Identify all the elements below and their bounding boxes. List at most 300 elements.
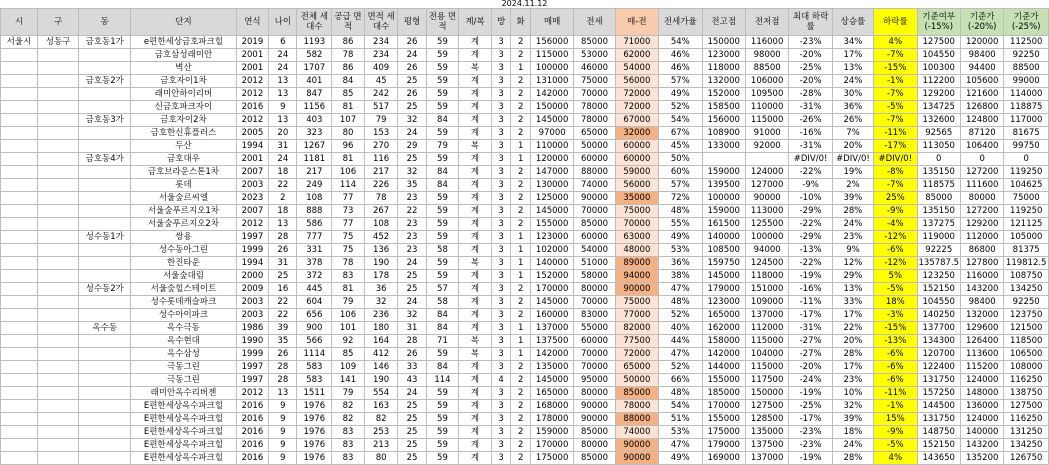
cell-gu[interactable]: [37, 374, 78, 387]
cell-drop-rate[interactable]: -5%: [874, 283, 917, 296]
cell-jeonse-ratio[interactable]: 47%: [659, 439, 702, 452]
cell-base-25[interactable]: 105000: [1004, 231, 1049, 244]
cell-area-units[interactable]: 116: [364, 153, 398, 166]
cell-gu[interactable]: [37, 387, 78, 400]
cell-rooms[interactable]: 3: [491, 439, 511, 452]
cell-rise-rate[interactable]: 23%: [832, 231, 873, 244]
cell-sale-minus-jeonse[interactable]: 54000: [615, 62, 658, 75]
cell-max-drop-rate[interactable]: -19%: [789, 270, 832, 283]
cell-rooms[interactable]: 3: [491, 244, 511, 257]
cell-built-year[interactable]: 1994: [236, 257, 269, 270]
cell-total-units[interactable]: 1707: [297, 62, 332, 75]
cell-dong[interactable]: 금호동3가: [79, 114, 131, 127]
cell-pyeong[interactable]: 22: [398, 205, 426, 218]
cell-trough-price[interactable]: 109000: [745, 296, 788, 309]
cell-built-year[interactable]: 2023: [236, 192, 269, 205]
cell-area-units[interactable]: 226: [364, 179, 398, 192]
cell-city[interactable]: [1, 218, 38, 231]
cell-total-units[interactable]: 217: [297, 166, 332, 179]
cell-city[interactable]: [1, 322, 38, 335]
cell-drop-rate[interactable]: #DIV/0!: [874, 153, 917, 166]
cell-rooms[interactable]: 3: [491, 36, 511, 49]
cell-drop-rate[interactable]: -12%: [874, 231, 917, 244]
cell-sale-price[interactable]: 125000: [530, 192, 573, 205]
cell-trough-price[interactable]: 115000: [745, 361, 788, 374]
cell-base-15[interactable]: 131750: [917, 413, 960, 426]
cell-base-15[interactable]: 120700: [917, 348, 960, 361]
cell-drop-rate[interactable]: -13%: [874, 335, 917, 348]
cell-built-year[interactable]: 2012: [236, 88, 269, 101]
cell-peak-price[interactable]: 170000: [702, 400, 745, 413]
cell-drop-rate[interactable]: -5%: [874, 101, 917, 114]
cell-base-15[interactable]: 157250: [917, 387, 960, 400]
cell-complex[interactable]: E편한세상옥수파크힐: [131, 426, 236, 439]
cell-supply-area[interactable]: 92: [332, 335, 365, 348]
cell-sale-price[interactable]: 120000: [530, 153, 573, 166]
cell-base-20[interactable]: 106400: [960, 140, 1003, 153]
cell-dong[interactable]: [79, 192, 131, 205]
cell-base-25[interactable]: 112500: [1004, 36, 1049, 49]
cell-sale-minus-jeonse[interactable]: 72000: [615, 101, 658, 114]
cell-city[interactable]: [1, 88, 38, 101]
cell-base-20[interactable]: 148000: [960, 387, 1003, 400]
cell-age[interactable]: 13: [269, 218, 297, 231]
cell-type[interactable]: 복: [459, 140, 492, 153]
cell-complex[interactable]: 금호브라운스톤1차: [131, 166, 236, 179]
cell-rise-rate[interactable]: 28%: [832, 205, 873, 218]
cell-pyeong[interactable]: 25: [398, 400, 426, 413]
cell-jeonse-ratio[interactable]: 38%: [659, 270, 702, 283]
cell-city[interactable]: [1, 192, 38, 205]
cell-sale-minus-jeonse[interactable]: 90000: [615, 283, 658, 296]
cell-max-drop-rate[interactable]: -29%: [789, 231, 832, 244]
cell-age[interactable]: 13: [269, 387, 297, 400]
cell-built-year[interactable]: 2003: [236, 296, 269, 309]
cell-built-year[interactable]: 2005: [236, 127, 269, 140]
cell-max-drop-rate[interactable]: -24%: [789, 374, 832, 387]
cell-max-drop-rate[interactable]: -20%: [789, 49, 832, 62]
cell-peak-price[interactable]: 185000: [702, 387, 745, 400]
cell-sale-minus-jeonse[interactable]: 35000: [615, 192, 658, 205]
cell-drop-rate[interactable]: -8%: [874, 166, 917, 179]
cell-jeonse-price[interactable]: 53000: [574, 49, 615, 62]
cell-base-25[interactable]: 123750: [1004, 309, 1049, 322]
cell-supply-area[interactable]: 75: [332, 244, 365, 257]
cell-supply-area[interactable]: 107: [332, 114, 365, 127]
cell-rooms[interactable]: 3: [491, 49, 511, 62]
cell-dong[interactable]: [79, 166, 131, 179]
cell-baths[interactable]: 2: [511, 75, 531, 88]
cell-jeonse-ratio[interactable]: 47%: [659, 348, 702, 361]
cell-area-units[interactable]: 412: [364, 348, 398, 361]
cell-complex[interactable]: E편한세상옥수파크힐: [131, 439, 236, 452]
cell-max-drop-rate[interactable]: -11%: [789, 296, 832, 309]
cell-sale-price[interactable]: 145000: [530, 205, 573, 218]
cell-supply-area[interactable]: 85: [332, 88, 365, 101]
cell-built-year[interactable]: 2003: [236, 309, 269, 322]
cell-jeonse-ratio[interactable]: 52%: [659, 309, 702, 322]
cell-sale-price[interactable]: 110000: [530, 140, 573, 153]
header-baths[interactable]: 화: [511, 9, 531, 36]
cell-jeonse-ratio[interactable]: 48%: [659, 387, 702, 400]
cell-sale-minus-jeonse[interactable]: 59000: [615, 166, 658, 179]
cell-peak-price[interactable]: 142000: [702, 348, 745, 361]
cell-complex[interactable]: 성수롯데캐슬파크: [131, 296, 236, 309]
cell-max-drop-rate[interactable]: -27%: [789, 348, 832, 361]
cell-sale-minus-jeonse[interactable]: 65000: [615, 361, 658, 374]
cell-baths[interactable]: 2: [511, 439, 531, 452]
cell-pyeong[interactable]: 24: [398, 387, 426, 400]
cell-drop-rate[interactable]: -4%: [874, 218, 917, 231]
cell-sale-price[interactable]: 160000: [530, 309, 573, 322]
cell-base-20[interactable]: 124000: [960, 413, 1003, 426]
cell-rooms[interactable]: 3: [491, 348, 511, 361]
cell-baths[interactable]: 2: [511, 88, 531, 101]
cell-city[interactable]: [1, 205, 38, 218]
cell-complex[interactable]: 서울숲푸르지오1차: [131, 205, 236, 218]
cell-dong[interactable]: [79, 348, 131, 361]
cell-dong[interactable]: 금호동2가: [79, 75, 131, 88]
cell-trough-price[interactable]: 115000: [745, 114, 788, 127]
cell-drop-rate[interactable]: -9%: [874, 426, 917, 439]
cell-jeonse-ratio[interactable]: 53%: [659, 244, 702, 257]
cell-base-25[interactable]: 81675: [1004, 127, 1049, 140]
cell-area-units[interactable]: 79: [364, 114, 398, 127]
cell-sale-minus-jeonse[interactable]: 50000: [615, 374, 658, 387]
cell-drop-rate[interactable]: -6%: [874, 348, 917, 361]
cell-base-20[interactable]: 127200: [960, 166, 1003, 179]
cell-jeonse-ratio[interactable]: 57%: [659, 75, 702, 88]
cell-max-drop-rate[interactable]: -9%: [789, 179, 832, 192]
cell-trough-price[interactable]: 90000: [745, 192, 788, 205]
cell-jeonse-price[interactable]: 46000: [574, 62, 615, 75]
cell-area-units[interactable]: 253: [364, 426, 398, 439]
cell-trough-price[interactable]: 110000: [745, 101, 788, 114]
cell-complex[interactable]: 옥수삼성: [131, 348, 236, 361]
cell-total-units[interactable]: 378: [297, 257, 332, 270]
cell-peak-price[interactable]: 150000: [702, 36, 745, 49]
cell-base-15[interactable]: 137275: [917, 218, 960, 231]
cell-dong[interactable]: [79, 205, 131, 218]
cell-dong[interactable]: [79, 127, 131, 140]
cell-dong[interactable]: [79, 426, 131, 439]
cell-age[interactable]: 18: [269, 166, 297, 179]
cell-built-year[interactable]: 1997: [236, 361, 269, 374]
cell-base-15[interactable]: 134300: [917, 335, 960, 348]
cell-baths[interactable]: 1: [511, 153, 531, 166]
cell-pyeong[interactable]: 25: [398, 452, 426, 465]
cell-dong[interactable]: [79, 179, 131, 192]
cell-max-drop-rate[interactable]: #DIV/0!: [789, 153, 832, 166]
cell-jeonse-price[interactable]: 80000: [574, 283, 615, 296]
cell-pyeong[interactable]: 24: [398, 296, 426, 309]
header-type[interactable]: 계/복: [459, 9, 492, 36]
cell-supply-area[interactable]: 82: [332, 400, 365, 413]
cell-baths[interactable]: 2: [511, 127, 531, 140]
cell-exclusive-area[interactable]: 59: [426, 257, 459, 270]
cell-baths[interactable]: 2: [511, 205, 531, 218]
cell-complex[interactable]: 벽산: [131, 62, 236, 75]
cell-rise-rate[interactable]: 39%: [832, 192, 873, 205]
cell-base-25[interactable]: 138750: [1004, 387, 1049, 400]
cell-dong[interactable]: [79, 270, 131, 283]
cell-drop-rate[interactable]: 15%: [874, 413, 917, 426]
cell-type[interactable]: 계: [459, 36, 492, 49]
cell-sale-minus-jeonse[interactable]: 90000: [615, 439, 658, 452]
cell-sale-minus-jeonse[interactable]: 56000: [615, 75, 658, 88]
cell-built-year[interactable]: 2016: [236, 439, 269, 452]
cell-sale-price[interactable]: 178000: [530, 413, 573, 426]
cell-sale-minus-jeonse[interactable]: 75000: [615, 296, 658, 309]
cell-exclusive-area[interactable]: 59: [426, 387, 459, 400]
cell-jeonse-price[interactable]: 83000: [574, 309, 615, 322]
cell-supply-area[interactable]: 73: [332, 205, 365, 218]
cell-total-units[interactable]: 583: [297, 361, 332, 374]
cell-built-year[interactable]: 2001: [236, 49, 269, 62]
cell-built-year[interactable]: 2003: [236, 179, 269, 192]
cell-jeonse-ratio[interactable]: 54%: [659, 114, 702, 127]
cell-age[interactable]: 13: [269, 88, 297, 101]
cell-city[interactable]: [1, 179, 38, 192]
cell-total-units[interactable]: 323: [297, 127, 332, 140]
cell-base-25[interactable]: 104625: [1004, 179, 1049, 192]
cell-baths[interactable]: 1: [511, 270, 531, 283]
cell-complex[interactable]: 극동그린: [131, 374, 236, 387]
cell-jeonse-ratio[interactable]: 48%: [659, 205, 702, 218]
cell-total-units[interactable]: 1511: [297, 387, 332, 400]
cell-baths[interactable]: 2: [511, 361, 531, 374]
cell-peak-price[interactable]: 123000: [702, 296, 745, 309]
cell-sale-minus-jeonse[interactable]: 70000: [615, 218, 658, 231]
cell-sale-price[interactable]: 155000: [530, 218, 573, 231]
cell-sale-price[interactable]: 170000: [530, 283, 573, 296]
cell-trough-price[interactable]: 125500: [745, 218, 788, 231]
cell-max-drop-rate[interactable]: -27%: [789, 335, 832, 348]
cell-peak-price[interactable]: 159000: [702, 205, 745, 218]
cell-peak-price[interactable]: 152000: [702, 88, 745, 101]
cell-trough-price[interactable]: 135000: [745, 426, 788, 439]
cell-base-20[interactable]: 113600: [960, 348, 1003, 361]
cell-type[interactable]: 계: [459, 127, 492, 140]
cell-dong[interactable]: [79, 413, 131, 426]
cell-base-20[interactable]: 129600: [960, 322, 1003, 335]
cell-rooms[interactable]: 3: [491, 166, 511, 179]
cell-trough-price[interactable]: [745, 153, 788, 166]
cell-rise-rate[interactable]: 13%: [832, 62, 873, 75]
cell-baths[interactable]: 2: [511, 114, 531, 127]
cell-base-25[interactable]: 99000: [1004, 75, 1049, 88]
cell-built-year[interactable]: 1986: [236, 322, 269, 335]
cell-supply-area[interactable]: 83: [332, 426, 365, 439]
cell-baths[interactable]: 2: [511, 309, 531, 322]
cell-type[interactable]: 계: [459, 361, 492, 374]
cell-city[interactable]: [1, 426, 38, 439]
cell-gu[interactable]: [37, 413, 78, 426]
cell-supply-area[interactable]: 84: [332, 75, 365, 88]
cell-sale-price[interactable]: 145000: [530, 296, 573, 309]
cell-gu[interactable]: [37, 179, 78, 192]
cell-base-15[interactable]: 112200: [917, 75, 960, 88]
cell-base-20[interactable]: 126800: [960, 101, 1003, 114]
cell-base-25[interactable]: 116250: [1004, 413, 1049, 426]
cell-dong[interactable]: [79, 49, 131, 62]
cell-dong[interactable]: [79, 140, 131, 153]
cell-supply-area[interactable]: 77: [332, 192, 365, 205]
cell-baths[interactable]: 2: [511, 36, 531, 49]
cell-exclusive-area[interactable]: 59: [426, 231, 459, 244]
cell-type[interactable]: 계: [459, 309, 492, 322]
cell-base-25[interactable]: 119812.5: [1004, 257, 1049, 270]
cell-pyeong[interactable]: 25: [398, 426, 426, 439]
cell-base-20[interactable]: 140000: [960, 426, 1003, 439]
cell-jeonse-price[interactable]: 65000: [574, 127, 615, 140]
cell-sale-minus-jeonse[interactable]: 60000: [615, 140, 658, 153]
cell-base-15[interactable]: 104550: [917, 296, 960, 309]
cell-jeonse-price[interactable]: 85000: [574, 36, 615, 49]
cell-area-units[interactable]: 213: [364, 439, 398, 452]
cell-complex[interactable]: 금호삼성래미안: [131, 49, 236, 62]
cell-max-drop-rate[interactable]: -20%: [789, 75, 832, 88]
cell-supply-area[interactable]: 81: [332, 283, 365, 296]
cell-exclusive-area[interactable]: 59: [426, 88, 459, 101]
cell-rise-rate[interactable]: 17%: [832, 361, 873, 374]
cell-max-drop-rate[interactable]: -17%: [789, 309, 832, 322]
cell-pyeong[interactable]: 25: [398, 153, 426, 166]
cell-sale-price[interactable]: 142000: [530, 348, 573, 361]
cell-base-20[interactable]: 126400: [960, 335, 1003, 348]
cell-drop-rate[interactable]: -1%: [874, 400, 917, 413]
cell-drop-rate[interactable]: 4%: [874, 452, 917, 465]
cell-sale-price[interactable]: 140000: [530, 257, 573, 270]
cell-rooms[interactable]: 3: [491, 153, 511, 166]
cell-city[interactable]: [1, 270, 38, 283]
cell-type[interactable]: 계: [459, 192, 492, 205]
cell-rooms[interactable]: 3: [491, 127, 511, 140]
cell-built-year[interactable]: 2016: [236, 452, 269, 465]
cell-base-25[interactable]: 99750: [1004, 140, 1049, 153]
cell-area-units[interactable]: 409: [364, 62, 398, 75]
cell-base-15[interactable]: 92565: [917, 127, 960, 140]
cell-dong[interactable]: [79, 244, 131, 257]
cell-total-units[interactable]: 582: [297, 49, 332, 62]
header-city[interactable]: 시: [1, 9, 38, 36]
cell-rooms[interactable]: 3: [491, 231, 511, 244]
cell-trough-price[interactable]: 116000: [745, 36, 788, 49]
cell-peak-price[interactable]: 108900: [702, 127, 745, 140]
cell-rise-rate[interactable]: 20%: [832, 335, 873, 348]
cell-gu[interactable]: [37, 361, 78, 374]
cell-age[interactable]: 22: [269, 309, 297, 322]
cell-max-drop-rate[interactable]: -31%: [789, 101, 832, 114]
cell-exclusive-area[interactable]: 59: [426, 49, 459, 62]
cell-jeonse-price[interactable]: 74000: [574, 179, 615, 192]
cell-max-drop-rate[interactable]: -31%: [789, 140, 832, 153]
cell-gu[interactable]: 성동구: [37, 36, 78, 49]
cell-peak-price[interactable]: 169000: [702, 452, 745, 465]
cell-drop-rate[interactable]: -7%: [874, 179, 917, 192]
cell-base-25[interactable]: 131250: [1004, 426, 1049, 439]
cell-sale-minus-jeonse[interactable]: 72000: [615, 348, 658, 361]
cell-base-20[interactable]: 112000: [960, 231, 1003, 244]
cell-built-year[interactable]: 1997: [236, 374, 269, 387]
cell-type[interactable]: 복: [459, 335, 492, 348]
cell-jeonse-price[interactable]: 51000: [574, 257, 615, 270]
cell-type[interactable]: 계: [459, 426, 492, 439]
cell-jeonse-ratio[interactable]: 49%: [659, 88, 702, 101]
cell-base-20[interactable]: 136000: [960, 400, 1003, 413]
cell-age[interactable]: 31: [269, 257, 297, 270]
cell-max-drop-rate[interactable]: -28%: [789, 88, 832, 101]
cell-base-25[interactable]: 119250: [1004, 166, 1049, 179]
cell-baths[interactable]: 2: [511, 296, 531, 309]
cell-baths[interactable]: 2: [511, 192, 531, 205]
cell-jeonse-price[interactable]: 70000: [574, 88, 615, 101]
cell-exclusive-area[interactable]: 59: [426, 75, 459, 88]
cell-area-units[interactable]: 217: [364, 166, 398, 179]
cell-complex[interactable]: 신금호파크자이: [131, 101, 236, 114]
cell-exclusive-area[interactable]: 114: [426, 374, 459, 387]
cell-exclusive-area[interactable]: 59: [426, 270, 459, 283]
cell-age[interactable]: 2: [269, 192, 297, 205]
cell-peak-price[interactable]: [702, 153, 745, 166]
cell-age[interactable]: 26: [269, 348, 297, 361]
cell-exclusive-area[interactable]: 79: [426, 140, 459, 153]
cell-base-15[interactable]: 119000: [917, 231, 960, 244]
cell-sale-minus-jeonse[interactable]: 75000: [615, 205, 658, 218]
cell-total-units[interactable]: 566: [297, 335, 332, 348]
cell-sale-minus-jeonse[interactable]: 88000: [615, 413, 658, 426]
cell-sale-minus-jeonse[interactable]: 82000: [615, 322, 658, 335]
cell-gu[interactable]: [37, 192, 78, 205]
cell-gu[interactable]: [37, 153, 78, 166]
cell-built-year[interactable]: 2001: [236, 153, 269, 166]
cell-baths[interactable]: 2: [511, 49, 531, 62]
cell-sale-price[interactable]: 170000: [530, 439, 573, 452]
cell-area-units[interactable]: 136: [364, 244, 398, 257]
cell-rooms[interactable]: 3: [491, 283, 511, 296]
cell-type[interactable]: 계: [459, 400, 492, 413]
cell-drop-rate[interactable]: 25%: [874, 192, 917, 205]
cell-age[interactable]: 9: [269, 413, 297, 426]
cell-jeonse-ratio[interactable]: 40%: [659, 322, 702, 335]
cell-rooms[interactable]: 3: [491, 452, 511, 465]
cell-peak-price[interactable]: 179000: [702, 439, 745, 452]
cell-type[interactable]: 계: [459, 101, 492, 114]
cell-trough-price[interactable]: 137500: [745, 439, 788, 452]
cell-jeonse-price[interactable]: 70000: [574, 205, 615, 218]
cell-base-25[interactable]: 126750: [1004, 452, 1049, 465]
cell-sale-price[interactable]: 156000: [530, 36, 573, 49]
cell-complex[interactable]: 서울숲르씨엘: [131, 192, 236, 205]
cell-trough-price[interactable]: 151000: [745, 283, 788, 296]
cell-supply-area[interactable]: 85: [332, 348, 365, 361]
cell-exclusive-area[interactable]: 84: [426, 361, 459, 374]
cell-area-units[interactable]: 82: [364, 413, 398, 426]
cell-total-units[interactable]: 888: [297, 205, 332, 218]
cell-total-units[interactable]: 1181: [297, 153, 332, 166]
cell-base-15[interactable]: 118575: [917, 179, 960, 192]
cell-dong[interactable]: [79, 218, 131, 231]
cell-age[interactable]: 9: [269, 439, 297, 452]
cell-sale-price[interactable]: 145000: [530, 114, 573, 127]
cell-max-drop-rate[interactable]: -22%: [789, 166, 832, 179]
cell-city[interactable]: [1, 153, 38, 166]
cell-sale-price[interactable]: 159000: [530, 426, 573, 439]
cell-type[interactable]: 계: [459, 166, 492, 179]
cell-rooms[interactable]: 3: [491, 335, 511, 348]
cell-max-drop-rate[interactable]: -22%: [789, 218, 832, 231]
cell-dong[interactable]: 옥수동: [79, 322, 131, 335]
